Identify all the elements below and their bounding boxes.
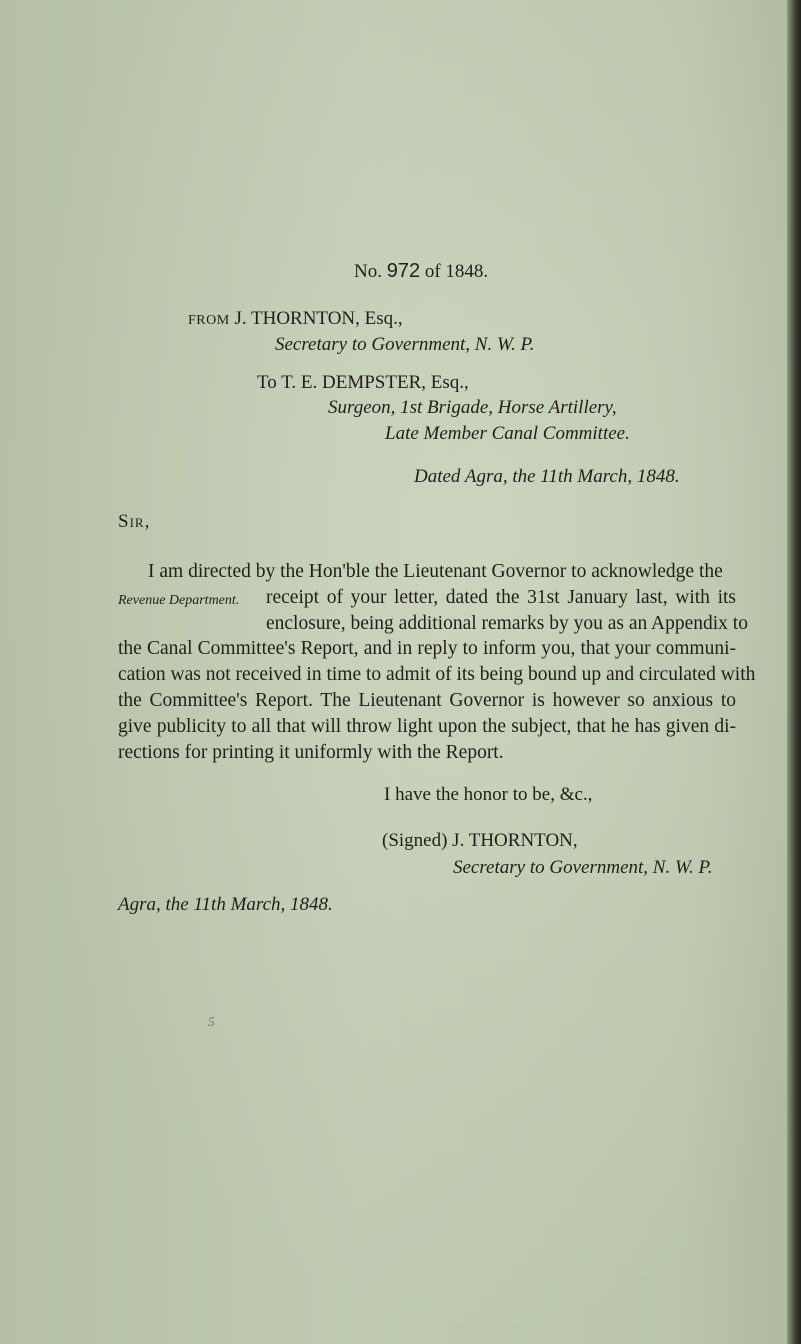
document-year: of 1848. — [424, 261, 489, 282]
from-title: Secretary to Government, N. W. P. — [275, 334, 535, 355]
from-label: FROM — [188, 313, 230, 328]
binding-spine — [787, 0, 801, 1344]
body-line-5: cation was not received in time to admit of its being bound up and circulated with — [118, 664, 756, 685]
body-line-7: give publicity to all that will throw light upon the subject, that he has given di- — [118, 716, 736, 737]
signature-mark: 5 — [208, 1014, 215, 1029]
place-date-line: Agra, the 11th March, 1848. — [118, 894, 333, 915]
from-line — [188, 308, 403, 332]
salutation: Sir, — [118, 511, 151, 532]
body-line-1: I am directed by the Hon'ble the Lieutenant Governor to acknowledge the — [148, 561, 723, 582]
to-label: To — [257, 372, 277, 393]
body-line-8: rections for printing it uniformly with the Report. — [118, 742, 504, 763]
to-title-line1: Surgeon, 1st Brigade, Horse Artillery, — [328, 397, 617, 418]
closing-line: I have the honor to be, &c., — [384, 784, 593, 805]
body-line-4: the Canal Committee's Report, and in reply to inform you, that your communi- — [118, 638, 736, 659]
document-number: 972 — [386, 260, 421, 282]
number-prefix: No. — [354, 261, 382, 282]
to-line — [257, 372, 469, 394]
dated-line: Dated Agra, the 11th March, 1848. — [414, 466, 680, 487]
to-name: T. E. DEMPSTER, Esq., — [281, 372, 469, 393]
margin-note: Revenue Department. — [118, 593, 240, 608]
signed-title: Secretary to Government, N. W. P. — [453, 857, 713, 878]
document-number-line — [354, 260, 488, 283]
body-line-2: receipt of your letter, dated the 31st January last, with its — [266, 587, 736, 608]
to-title-line2: Late Member Canal Committee. — [385, 423, 630, 444]
from-name: J. THORNTON, Esq., — [234, 308, 403, 329]
body-line-6: the Committee's Report. The Lieutenant Governor is however so anxious to — [118, 690, 736, 711]
signed-line: (Signed) J. THORNTON, — [382, 830, 578, 851]
body-line-3: enclosure, being additional remarks by you as an Appendix to — [266, 613, 748, 634]
